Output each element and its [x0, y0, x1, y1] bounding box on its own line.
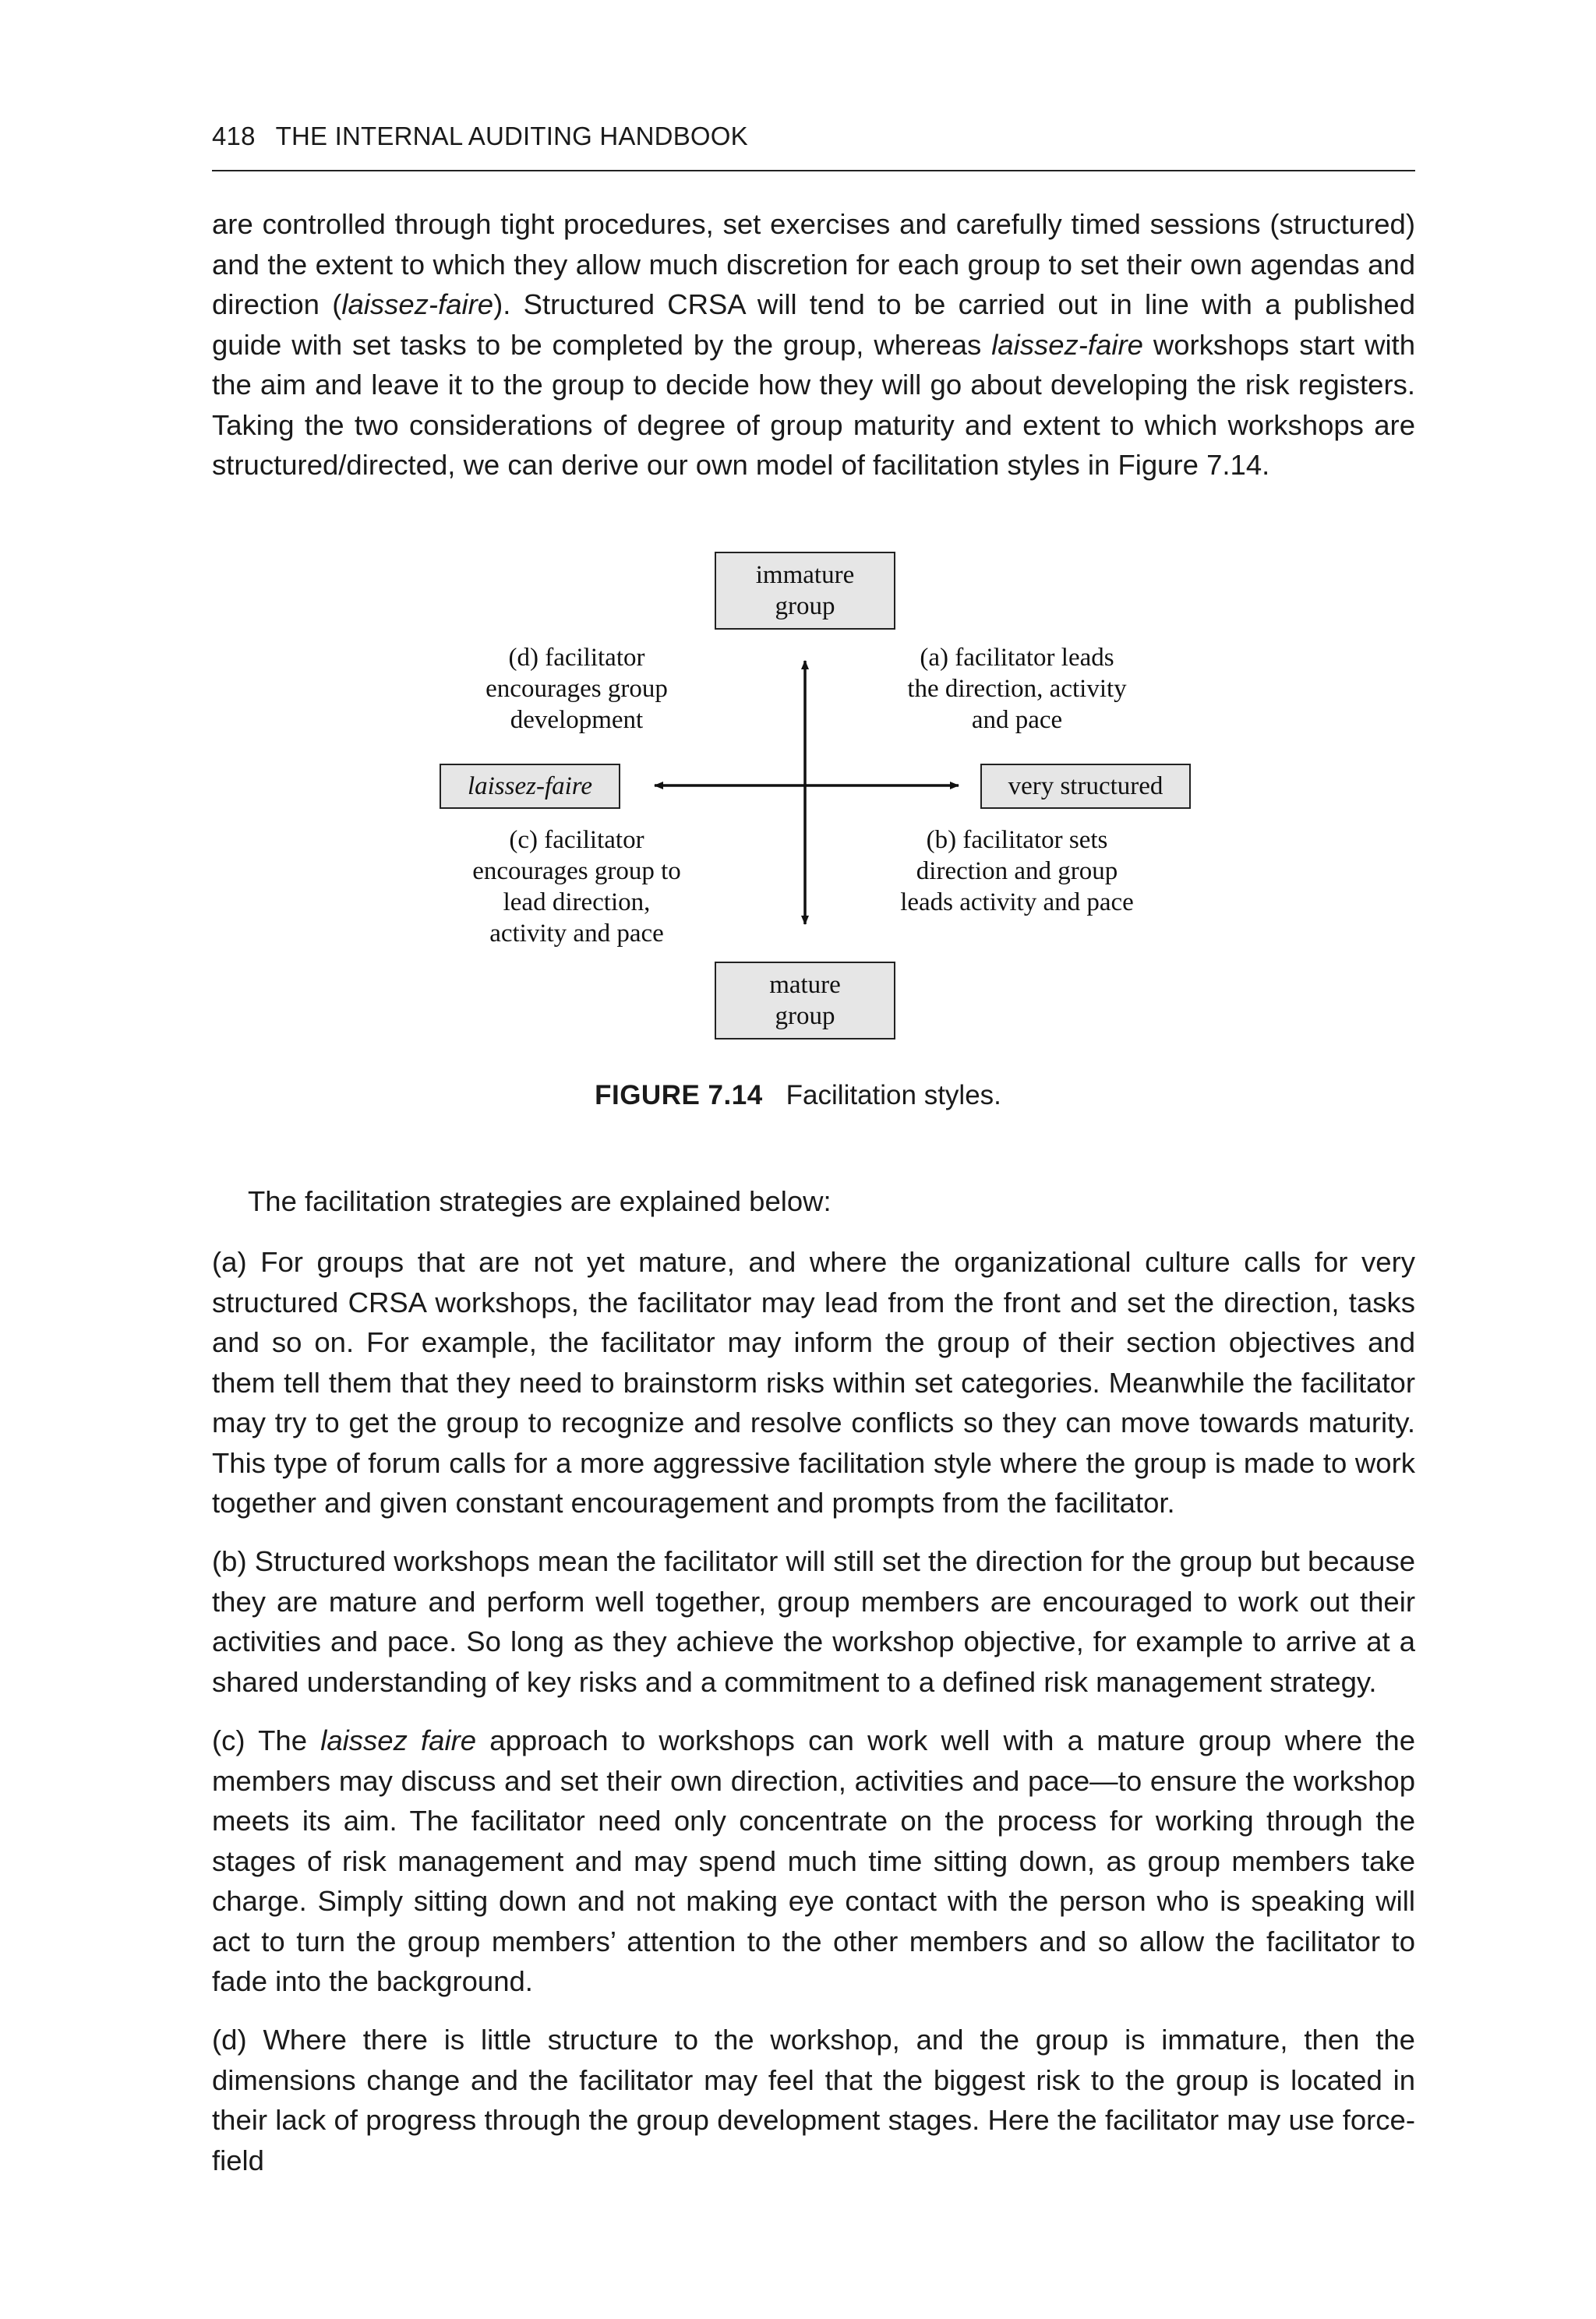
immature-group-box [715, 552, 895, 630]
figure-caption-label: FIGURE 7.14 [595, 1080, 763, 1110]
paragraph-c [212, 1721, 1415, 2002]
quadrant-b-line: direction and group [916, 857, 1118, 885]
quadrant-c-text [452, 824, 701, 949]
quadrant-a-text [881, 642, 1153, 736]
paragraph-c-text-1: (c) The [212, 1724, 321, 1756]
facilitation-styles-diagram [421, 545, 1231, 1044]
laissez-faire-label: laissez-faire [467, 772, 593, 800]
paragraph-a: (a) For groups that are not yet mature, and where the organizational culture calls for very structured CRSA workshops, the facilitator may lead from the front and set the direction, tasks and so on. For example, the facilitator may inform the group of their section objectives and them tell them that they need to brainstorm risks within set categories. Meanwhile the facilitator may try to get the group to recognize and resolve conflicts so they can move towards maturity. This type of forum calls for a more aggressive facilitation style where the group is made to work together and given constant encouragement and prompts from the facilitator. [212, 1246, 1415, 1519]
laissez-faire-box [440, 764, 620, 809]
quadrant-d-line: (d) facilitator [508, 644, 645, 672]
group-label-top: group [775, 592, 835, 620]
mature-label: mature [769, 971, 841, 999]
paragraph-b: (b) Structured workshops mean the facilitator will still set the direction for the group but because they are mature and perform well together, group members are encouraged to work out their activities and pace. So long as they achieve the workshop objective, for example to arrive at a shared understanding of key risks and a commitment to a defined risk management strategy. [212, 1545, 1415, 1698]
paragraph-c-italic: laissez faire [320, 1724, 477, 1756]
figure-caption [0, 1080, 1596, 1111]
page-number: 418 [212, 122, 256, 150]
intro-text-2: ). Structured CRSA will tend to be carried out in line with a published guide with set tasks to be completed by the group, whereas [212, 288, 1415, 361]
quadrant-b-text [873, 824, 1161, 918]
quadrant-a-line: and pace [971, 706, 1063, 734]
quadrant-b-line: leads activity and pace [900, 888, 1134, 916]
quadrant-d-text [460, 642, 694, 736]
quadrant-c-line: lead direction, [503, 888, 651, 916]
very-structured-label: very structured [1008, 772, 1163, 800]
intro-italic-2: laissez-faire [991, 328, 1143, 361]
quadrant-d-line: development [510, 706, 644, 734]
quadrant-a-line: the direction, activity [907, 675, 1127, 703]
mature-group-box [715, 962, 895, 1039]
paragraph-c-text-2: approach to workshops can work well with a mature group where the members may discuss and set their own direction, activities and pace—to ensure the workshop meets its aim. The facilitator need only concentrate on the process for working through the stages of risk management and may spend much time sitting down, as group members take charge. Simply sitting down and not making eye contact with the person who is speaking will act to turn the group members’ attention to the other members and so allow the facilitator to fade into the background. [212, 1724, 1415, 1997]
figure-caption-text: Facilitation styles. [786, 1080, 1001, 1110]
quadrant-a-line: (a) facilitator leads [920, 644, 1114, 672]
book-title: THE INTERNAL AUDITING HANDBOOK [275, 122, 748, 150]
quadrant-c-line: encourages group to [472, 857, 681, 885]
quadrant-d-line: encourages group [486, 675, 668, 703]
group-label-bottom: group [775, 1002, 835, 1030]
quadrant-c-line: (c) facilitator [509, 826, 644, 854]
very-structured-box [980, 764, 1191, 809]
immature-label: immature [755, 561, 855, 589]
intro-italic-1: laissez-faire [341, 288, 494, 320]
intro-paragraph [212, 204, 1415, 485]
running-head [212, 122, 1415, 171]
quadrant-c-line: activity and pace [489, 919, 664, 948]
intro-text-3: workshops start with the aim and leave it to the group to decide how they will go about developing the risk registers. Taking the two considerations of degree of group maturity and extent to which workshops are structured/directed, we can derive our own model of facilitation styles in Figure 7.14. [212, 328, 1415, 481]
paragraph-d: (d) Where there is little structure to the workshop, and the group is immature, then the dimensions change and the facilitator may feel that the biggest risk to the group is located in their lack of progress through the group development stages. Here the facilitator may use force-field [212, 2024, 1415, 2176]
lead-paragraph: The facilitation strategies are explained below: [248, 1185, 832, 1217]
intro-text-1: are controlled through tight procedures, set exercises and carefully timed sessions (structured) and the extent to which they allow much discretion for each group to set their own agendas and direction ( [212, 208, 1415, 320]
quadrant-b-line: (b) facilitator sets [926, 826, 1108, 854]
